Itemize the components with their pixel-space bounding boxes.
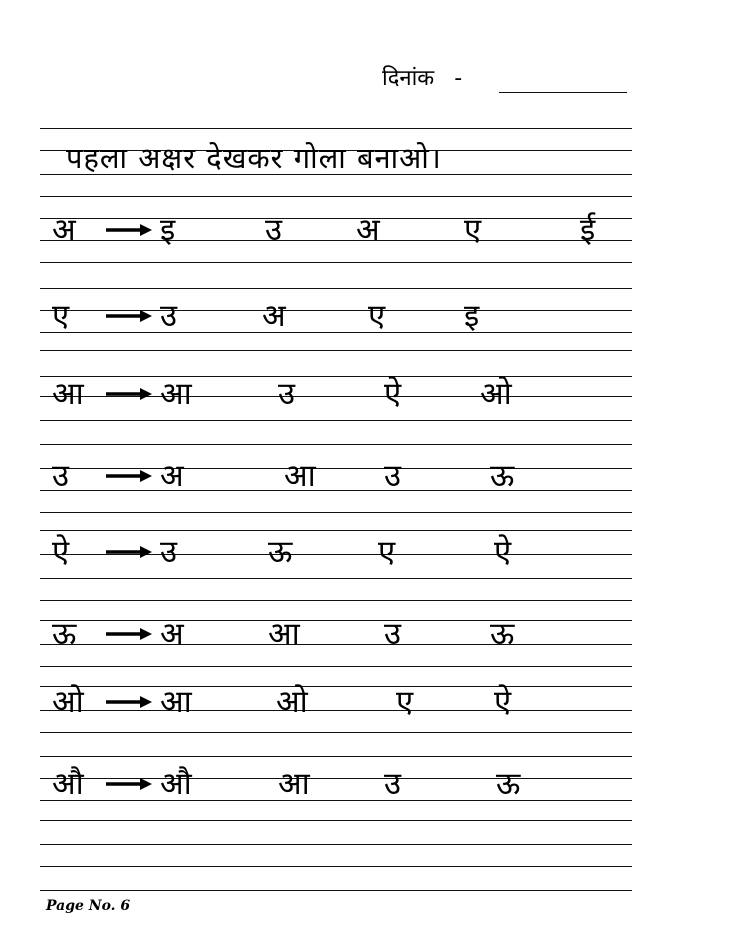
ruled-line <box>40 666 632 667</box>
option-letter[interactable]: उ <box>265 212 282 248</box>
ruled-line <box>40 512 632 513</box>
option-letter[interactable]: उ <box>160 298 177 334</box>
option-letter[interactable]: ओ <box>276 684 308 720</box>
option-letter[interactable]: उ <box>384 766 401 802</box>
target-letter: औ <box>52 766 84 802</box>
option-letter[interactable]: औ <box>160 766 192 802</box>
ruled-line <box>40 890 632 891</box>
ruled-line <box>40 444 632 445</box>
option-letter[interactable]: ई <box>580 212 596 248</box>
ruled-line <box>40 350 632 351</box>
ruled-line <box>40 240 632 241</box>
target-letter: ओ <box>52 684 84 720</box>
arrow-right-icon <box>104 468 154 484</box>
ruled-line <box>40 420 632 421</box>
target-letter: ए <box>52 298 70 334</box>
instruction-heading: पहला अक्षर देखकर गोला बनाओ। <box>66 141 442 175</box>
arrow-right-icon <box>104 386 154 402</box>
option-letter[interactable]: उ <box>384 616 401 652</box>
option-letter[interactable]: ए <box>464 212 482 248</box>
option-letter[interactable]: अ <box>160 616 184 652</box>
ruled-line <box>40 686 632 687</box>
date-separator: - <box>454 66 463 91</box>
ruled-line <box>40 710 632 711</box>
option-letter[interactable]: आ <box>268 616 300 652</box>
option-letter[interactable]: ए <box>368 298 386 334</box>
option-letter[interactable]: ऐ <box>494 684 512 720</box>
ruled-line <box>40 578 632 579</box>
ruled-line <box>40 530 632 531</box>
option-letter[interactable]: उ <box>384 458 401 494</box>
ruled-line <box>40 288 632 289</box>
ruled-line <box>40 262 632 263</box>
target-letter: आ <box>52 376 84 412</box>
target-letter: ऐ <box>52 534 70 570</box>
ruled-line <box>40 866 632 867</box>
option-letter[interactable]: आ <box>160 684 192 720</box>
option-letter[interactable]: ए <box>378 534 396 570</box>
option-letter[interactable]: आ <box>284 458 316 494</box>
target-letter: उ <box>52 458 69 494</box>
option-letter[interactable]: अ <box>160 458 184 494</box>
option-letter[interactable]: ऊ <box>268 534 293 570</box>
arrow-right-icon <box>104 626 154 642</box>
arrow-right-icon <box>104 776 154 792</box>
ruled-line <box>40 756 632 757</box>
option-letter[interactable]: ओ <box>480 376 512 412</box>
option-letter[interactable]: ऐ <box>494 534 512 570</box>
option-letter[interactable]: ए <box>396 684 414 720</box>
option-letter[interactable]: अ <box>262 298 286 334</box>
option-letter[interactable]: उ <box>278 376 295 412</box>
arrow-right-icon <box>104 544 154 560</box>
arrow-right-icon <box>104 694 154 710</box>
ruled-line <box>40 376 632 377</box>
date-label: दिनांक <box>382 66 435 91</box>
option-letter[interactable]: उ <box>160 534 177 570</box>
date-row <box>382 62 462 92</box>
ruled-line <box>40 644 632 645</box>
ruled-line <box>40 196 632 197</box>
ruled-line <box>40 620 632 621</box>
ruled-line <box>40 332 632 333</box>
option-letter[interactable]: आ <box>278 766 310 802</box>
ruled-line <box>40 600 632 601</box>
arrow-right-icon <box>104 308 154 324</box>
option-letter[interactable]: ऐ <box>384 376 402 412</box>
option-letter[interactable]: इ <box>464 298 480 334</box>
ruled-line <box>40 490 632 491</box>
target-letter: ऊ <box>52 616 77 652</box>
option-letter[interactable]: ऊ <box>490 616 515 652</box>
arrow-right-icon <box>104 222 154 238</box>
ruled-line <box>40 800 632 801</box>
ruled-line <box>40 732 632 733</box>
option-letter[interactable]: ऊ <box>496 766 521 802</box>
page-number: Page No. 6 <box>46 898 131 914</box>
option-letter[interactable]: आ <box>160 376 192 412</box>
ruled-line <box>40 128 632 129</box>
date-blank-line[interactable] <box>499 92 627 93</box>
ruled-line <box>40 844 632 845</box>
ruled-line <box>40 820 632 821</box>
ruled-line <box>40 218 632 219</box>
option-letter[interactable]: ऊ <box>490 458 515 494</box>
target-letter: अ <box>52 212 76 248</box>
option-letter[interactable]: इ <box>160 212 176 248</box>
option-letter[interactable]: अ <box>356 212 380 248</box>
